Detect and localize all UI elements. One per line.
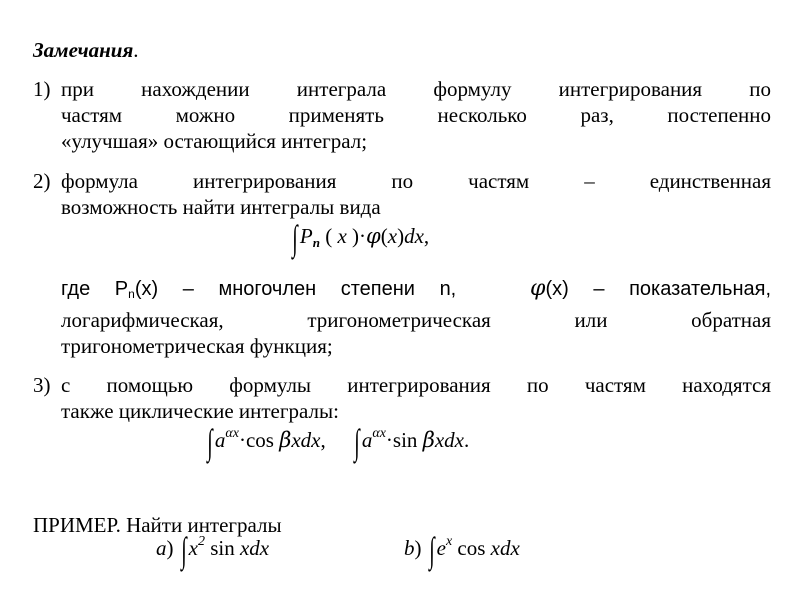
item-line: частям можно применять несколько раз, постепенно xyxy=(61,103,771,127)
integral-sign: ∫ xyxy=(180,530,187,570)
item-line: «улучшая» остающийся интеграл; xyxy=(61,129,368,153)
integral-sign: ∫ xyxy=(292,218,298,258)
formula-cyclic-integrals: ∫ $a^{\alpha x}\cdot\cos$ βxdx, ∫ $a^{\alpha x}\cdot\sin$ βxdx. xyxy=(207,422,470,462)
item-line: с помощью формулы интегрирования по частям находятся xyxy=(61,373,771,397)
remark-item-3 xyxy=(33,372,771,424)
item-line: возможность найти интегралы вида xyxy=(61,195,381,219)
remark-item-2 xyxy=(33,168,771,220)
item-line: также циклические интегралы: xyxy=(61,399,339,423)
item-line: формула интегрирования по частям – единственная xyxy=(61,169,771,193)
item-line: при нахождении интеграла формулу интегрирования по xyxy=(61,77,771,101)
where-paragraph xyxy=(33,276,771,359)
remark-item-1 xyxy=(33,76,771,154)
integral-sign: ∫ xyxy=(428,530,435,570)
where-line-2: логарифмическая, тригонометрическая или обратная xyxy=(61,308,771,332)
item-number: 3) xyxy=(33,373,51,397)
where-line-3: тригонометрическая функция; xyxy=(61,334,333,358)
integral-sign: ∫ xyxy=(207,422,213,462)
item-number: 2) xyxy=(33,169,51,193)
integral-sign: ∫ xyxy=(354,422,360,462)
formula-polynomial-integral: ∫ $P_n$ ( x )·φ(x)dx, xyxy=(292,218,430,258)
where-line-1: где Pn(x) – многочлен степени n, φ(x) – показательная, xyxy=(61,276,771,301)
example-a: a) ∫ $x^2$ sin xdx xyxy=(156,530,270,570)
example-b: b) ∫ $e^x$ cos xdx xyxy=(404,530,520,570)
item-number: 1) xyxy=(33,77,51,101)
example-heading: ПРИМЕР. Найти интегралы xyxy=(33,513,282,537)
remarks-title: Замечания. xyxy=(33,38,139,62)
